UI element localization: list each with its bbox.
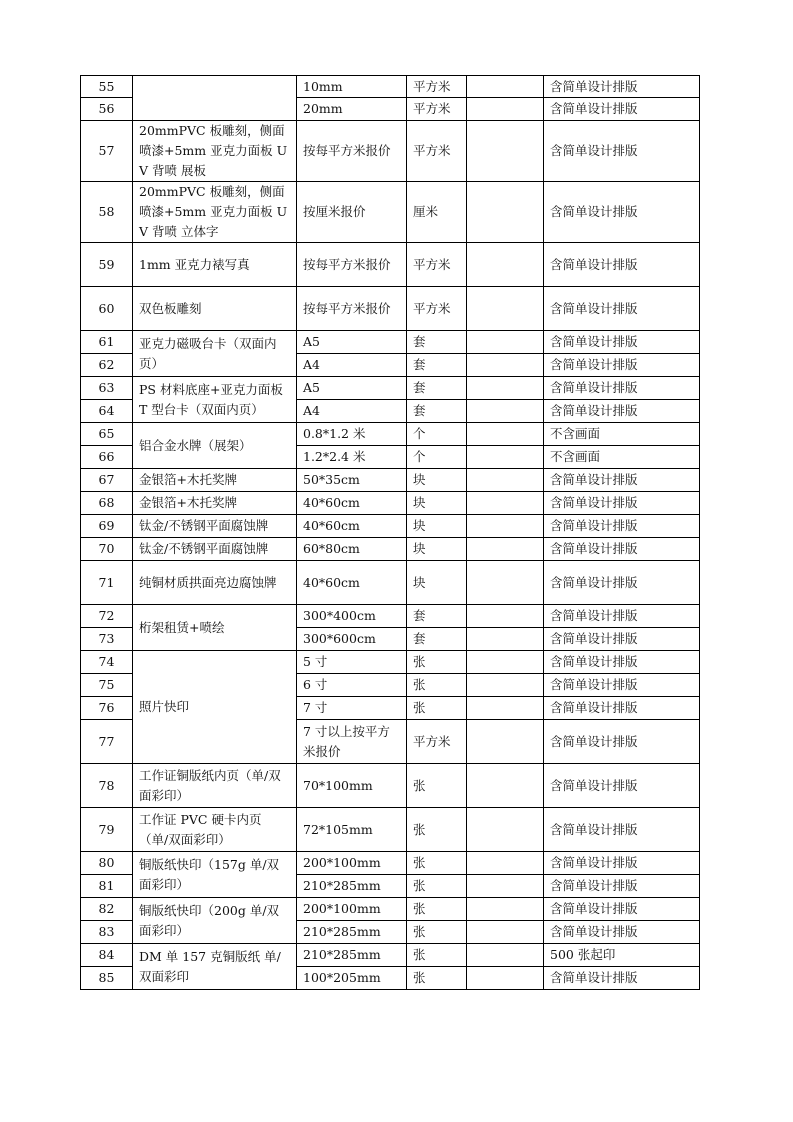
spec-cell: 0.8*1.2 米: [297, 423, 407, 446]
table-row: [81, 423, 700, 446]
item-name-cell: 铝合金水牌（展架）: [133, 423, 297, 469]
spec-cell: 7 寸: [297, 697, 407, 720]
item-name-cell: PS 材料底座+亚克力面板 T 型台卡（双面内页）: [133, 377, 297, 423]
price-cell: [467, 538, 544, 561]
table-row: [81, 243, 700, 287]
row-number-cell: 64: [81, 400, 133, 423]
item-name-cell: 亚克力磁吸台卡（双面内页）: [133, 331, 297, 377]
price-cell: [467, 98, 544, 121]
unit-cell: 张: [407, 764, 467, 808]
price-table-body: [81, 76, 700, 990]
table-row: [81, 515, 700, 538]
table-row: [81, 492, 700, 515]
table-row: [81, 605, 700, 628]
spec-cell: A5: [297, 331, 407, 354]
price-cell: [467, 182, 544, 243]
price-cell: [467, 875, 544, 898]
price-cell: [467, 921, 544, 944]
price-cell: [467, 561, 544, 605]
table-row: [81, 651, 700, 674]
row-number-cell: 74: [81, 651, 133, 674]
table-row: [81, 764, 700, 808]
spec-cell: 按每平方米报价: [297, 243, 407, 287]
table-row: [81, 808, 700, 852]
unit-cell: 平方米: [407, 76, 467, 98]
price-cell: [467, 243, 544, 287]
note-cell: 含简单设计排版: [544, 331, 700, 354]
note-cell: 含简单设计排版: [544, 697, 700, 720]
price-cell: [467, 423, 544, 446]
row-number-cell: 65: [81, 423, 133, 446]
spec-cell: A4: [297, 354, 407, 377]
unit-cell: 平方米: [407, 121, 467, 182]
spec-cell: 7 寸以上按平方米报价: [297, 720, 407, 764]
spec-cell: 210*285mm: [297, 921, 407, 944]
price-cell: [467, 852, 544, 875]
unit-cell: 张: [407, 651, 467, 674]
spec-cell: 210*285mm: [297, 944, 407, 967]
note-cell: 含简单设计排版: [544, 674, 700, 697]
unit-cell: 套: [407, 628, 467, 651]
table-row: [81, 898, 700, 921]
item-name-cell: 金银箔+木托奖牌: [133, 492, 297, 515]
row-number-cell: 70: [81, 538, 133, 561]
price-cell: [467, 354, 544, 377]
note-cell: 含简单设计排版: [544, 605, 700, 628]
spec-cell: 40*60cm: [297, 492, 407, 515]
unit-cell: 套: [407, 354, 467, 377]
unit-cell: 张: [407, 967, 467, 990]
spec-cell: 60*80cm: [297, 538, 407, 561]
note-cell: 500 张起印: [544, 944, 700, 967]
price-cell: [467, 764, 544, 808]
table-row: [81, 76, 700, 98]
price-cell: [467, 121, 544, 182]
row-number-cell: 56: [81, 98, 133, 121]
item-name-cell: 钛金/不锈钢平面腐蚀牌: [133, 515, 297, 538]
spec-cell: 300*600cm: [297, 628, 407, 651]
unit-cell: 张: [407, 875, 467, 898]
price-cell: [467, 469, 544, 492]
spec-cell: A5: [297, 377, 407, 400]
spec-cell: 1.2*2.4 米: [297, 446, 407, 469]
row-number-cell: 79: [81, 808, 133, 852]
row-number-cell: 73: [81, 628, 133, 651]
row-number-cell: 57: [81, 121, 133, 182]
note-cell: 含简单设计排版: [544, 852, 700, 875]
price-cell: [467, 697, 544, 720]
table-row: [81, 331, 700, 354]
note-cell: 含简单设计排版: [544, 76, 700, 98]
unit-cell: 套: [407, 400, 467, 423]
spec-cell: 200*100mm: [297, 898, 407, 921]
note-cell: 含简单设计排版: [544, 898, 700, 921]
spec-cell: 40*60cm: [297, 561, 407, 605]
note-cell: 含简单设计排版: [544, 561, 700, 605]
row-number-cell: 78: [81, 764, 133, 808]
item-name-cell: 1mm 亚克力裱写真: [133, 243, 297, 287]
item-name-cell: [133, 76, 297, 121]
note-cell: 含简单设计排版: [544, 967, 700, 990]
table-row: [81, 469, 700, 492]
unit-cell: 套: [407, 331, 467, 354]
note-cell: 含简单设计排版: [544, 651, 700, 674]
note-cell: 含简单设计排版: [544, 354, 700, 377]
unit-cell: 张: [407, 697, 467, 720]
spec-cell: 70*100mm: [297, 764, 407, 808]
unit-cell: 个: [407, 423, 467, 446]
unit-cell: 厘米: [407, 182, 467, 243]
price-table: [80, 75, 700, 990]
price-cell: [467, 651, 544, 674]
item-name-cell: 桁架租赁+喷绘: [133, 605, 297, 651]
unit-cell: 套: [407, 377, 467, 400]
row-number-cell: 59: [81, 243, 133, 287]
unit-cell: 块: [407, 469, 467, 492]
row-number-cell: 80: [81, 852, 133, 875]
note-cell: 含简单设计排版: [544, 182, 700, 243]
note-cell: 含简单设计排版: [544, 400, 700, 423]
price-cell: [467, 76, 544, 98]
unit-cell: 平方米: [407, 720, 467, 764]
unit-cell: 块: [407, 492, 467, 515]
note-cell: 含简单设计排版: [544, 121, 700, 182]
spec-cell: 200*100mm: [297, 852, 407, 875]
unit-cell: 块: [407, 538, 467, 561]
note-cell: 含简单设计排版: [544, 538, 700, 561]
item-name-cell: 双色板雕刻: [133, 287, 297, 331]
row-number-cell: 85: [81, 967, 133, 990]
price-cell: [467, 944, 544, 967]
unit-cell: 块: [407, 515, 467, 538]
unit-cell: 套: [407, 605, 467, 628]
spec-cell: 6 寸: [297, 674, 407, 697]
note-cell: 含简单设计排版: [544, 377, 700, 400]
row-number-cell: 66: [81, 446, 133, 469]
table-row: [81, 538, 700, 561]
unit-cell: 平方米: [407, 243, 467, 287]
table-row: [81, 182, 700, 243]
price-cell: [467, 515, 544, 538]
table-row: [81, 944, 700, 967]
price-cell: [467, 492, 544, 515]
item-name-cell: 20mmPVC 板雕刻，侧面喷漆+5mm 亚克力面板 UV 背喷 展板: [133, 121, 297, 182]
row-number-cell: 77: [81, 720, 133, 764]
item-name-cell: 工作证铜版纸内页（单/双面彩印）: [133, 764, 297, 808]
note-cell: 含简单设计排版: [544, 515, 700, 538]
note-cell: 含简单设计排版: [544, 921, 700, 944]
note-cell: 含简单设计排版: [544, 243, 700, 287]
item-name-cell: 20mmPVC 板雕刻，侧面喷漆+5mm 亚克力面板 UV 背喷 立体字: [133, 182, 297, 243]
unit-cell: 块: [407, 561, 467, 605]
row-number-cell: 61: [81, 331, 133, 354]
note-cell: 不含画面: [544, 423, 700, 446]
note-cell: 含简单设计排版: [544, 808, 700, 852]
spec-cell: 210*285mm: [297, 875, 407, 898]
note-cell: 含简单设计排版: [544, 287, 700, 331]
row-number-cell: 58: [81, 182, 133, 243]
item-name-cell: 钛金/不锈钢平面腐蚀牌: [133, 538, 297, 561]
spec-cell: 50*35cm: [297, 469, 407, 492]
unit-cell: 张: [407, 898, 467, 921]
note-cell: 含简单设计排版: [544, 628, 700, 651]
unit-cell: 张: [407, 852, 467, 875]
item-name-cell: 铜版纸快印（200g 单/双面彩印）: [133, 898, 297, 944]
spec-cell: 5 寸: [297, 651, 407, 674]
price-cell: [467, 808, 544, 852]
row-number-cell: 76: [81, 697, 133, 720]
table-row: [81, 287, 700, 331]
row-number-cell: 81: [81, 875, 133, 898]
price-cell: [467, 605, 544, 628]
row-number-cell: 71: [81, 561, 133, 605]
spec-cell: 按每平方米报价: [297, 287, 407, 331]
spec-cell: 300*400cm: [297, 605, 407, 628]
row-number-cell: 63: [81, 377, 133, 400]
spec-cell: 按厘米报价: [297, 182, 407, 243]
row-number-cell: 83: [81, 921, 133, 944]
unit-cell: 张: [407, 674, 467, 697]
price-cell: [467, 400, 544, 423]
spec-cell: 20mm: [297, 98, 407, 121]
price-cell: [467, 446, 544, 469]
row-number-cell: 75: [81, 674, 133, 697]
spec-cell: 72*105mm: [297, 808, 407, 852]
spec-cell: 100*205mm: [297, 967, 407, 990]
unit-cell: 张: [407, 921, 467, 944]
item-name-cell: 照片快印: [133, 651, 297, 764]
price-cell: [467, 331, 544, 354]
price-cell: [467, 287, 544, 331]
spec-cell: A4: [297, 400, 407, 423]
unit-cell: 个: [407, 446, 467, 469]
spec-cell: 按每平方米报价: [297, 121, 407, 182]
row-number-cell: 62: [81, 354, 133, 377]
item-name-cell: 金银箔+木托奖牌: [133, 469, 297, 492]
note-cell: 含简单设计排版: [544, 764, 700, 808]
row-number-cell: 67: [81, 469, 133, 492]
row-number-cell: 69: [81, 515, 133, 538]
row-number-cell: 68: [81, 492, 133, 515]
unit-cell: 平方米: [407, 287, 467, 331]
note-cell: 含简单设计排版: [544, 469, 700, 492]
note-cell: 含简单设计排版: [544, 875, 700, 898]
price-cell: [467, 967, 544, 990]
item-name-cell: 铜版纸快印（157g 单/双面彩印）: [133, 852, 297, 898]
price-cell: [467, 720, 544, 764]
row-number-cell: 60: [81, 287, 133, 331]
spec-cell: 10mm: [297, 76, 407, 98]
note-cell: 含简单设计排版: [544, 492, 700, 515]
row-number-cell: 55: [81, 76, 133, 98]
item-name-cell: DM 单 157 克铜版纸 单/双面彩印: [133, 944, 297, 990]
price-cell: [467, 377, 544, 400]
row-number-cell: 84: [81, 944, 133, 967]
price-cell: [467, 628, 544, 651]
note-cell: 含简单设计排版: [544, 98, 700, 121]
item-name-cell: 工作证 PVC 硬卡内页（单/双面彩印）: [133, 808, 297, 852]
table-row: [81, 561, 700, 605]
table-row: [81, 852, 700, 875]
unit-cell: 张: [407, 808, 467, 852]
note-cell: 含简单设计排版: [544, 720, 700, 764]
spec-cell: 40*60cm: [297, 515, 407, 538]
row-number-cell: 72: [81, 605, 133, 628]
item-name-cell: 纯铜材质拱面亮边腐蚀牌: [133, 561, 297, 605]
table-row: [81, 377, 700, 400]
table-row: [81, 121, 700, 182]
price-cell: [467, 898, 544, 921]
unit-cell: 张: [407, 944, 467, 967]
unit-cell: 平方米: [407, 98, 467, 121]
price-cell: [467, 674, 544, 697]
row-number-cell: 82: [81, 898, 133, 921]
note-cell: 不含画面: [544, 446, 700, 469]
